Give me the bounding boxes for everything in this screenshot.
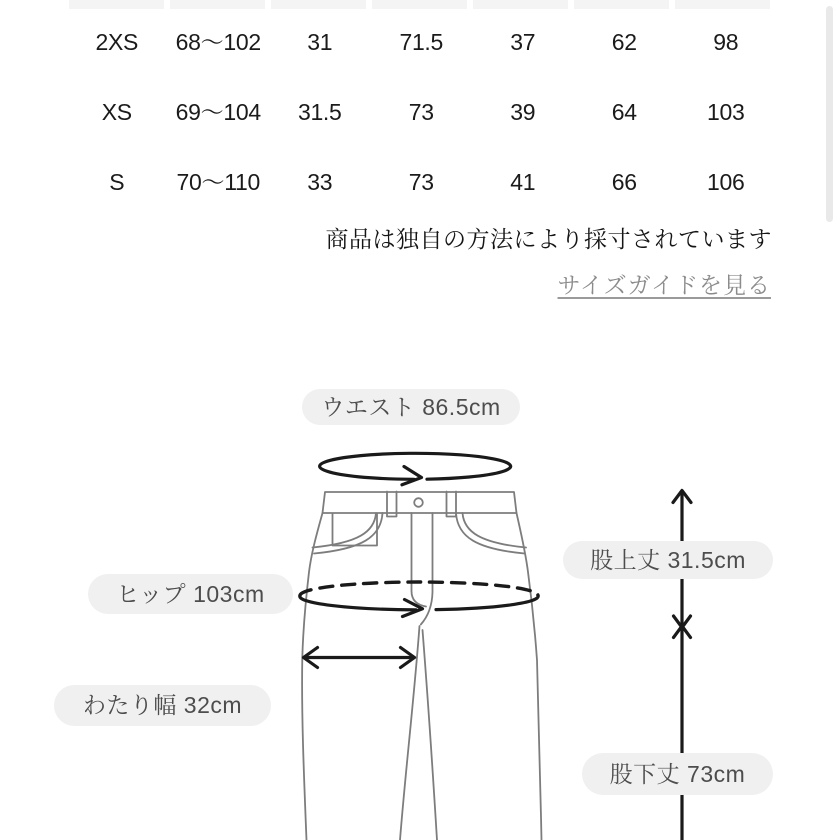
value-cell: 98 [713, 29, 739, 55]
value-cell: 31.5 [297, 99, 342, 125]
thigh-width-measurement-pill: わたり幅 32cm [54, 685, 271, 726]
rise-measurement-pill: 股上丈 31.5cm [563, 541, 773, 579]
value-cell: 41 [510, 169, 536, 195]
value-cell: 66 [611, 169, 637, 195]
value-cell: 106 [707, 169, 745, 195]
value-cell: 62 [611, 29, 637, 55]
value-cell: 39 [510, 99, 536, 125]
value-cell: 70〜110 [176, 169, 260, 195]
size-cell: 2XS [95, 29, 139, 55]
value-cell: 68〜102 [175, 29, 261, 55]
value-cell: 73 [408, 169, 434, 195]
thigh-width-arrow [304, 648, 415, 668]
pants-drawing [302, 492, 541, 840]
value-cell: 37 [510, 29, 536, 55]
hip-girth-arrow [300, 582, 538, 617]
value-cell: 33 [307, 169, 333, 195]
value-cell: 103 [707, 99, 745, 125]
measurement-note: 商品は独自の方法により採寸されています [325, 226, 772, 252]
value-cell: 71.5 [399, 29, 444, 55]
size-cell: S [109, 169, 125, 195]
inseam-measurement-pill: 股下丈 73cm [582, 753, 773, 795]
hip-measurement-pill: ヒップ 103cm [88, 574, 293, 614]
value-cell: 69〜104 [175, 99, 261, 125]
value-cell: 73 [408, 99, 434, 125]
waist-girth-arrow [320, 453, 511, 484]
value-cell: 31 [307, 29, 333, 55]
value-cell: 64 [611, 99, 637, 125]
waist-measurement-pill: ウエスト 86.5cm [302, 389, 520, 425]
size-guide-link[interactable]: サイズガイドを見る [557, 272, 771, 298]
size-cell: XS [101, 99, 132, 125]
